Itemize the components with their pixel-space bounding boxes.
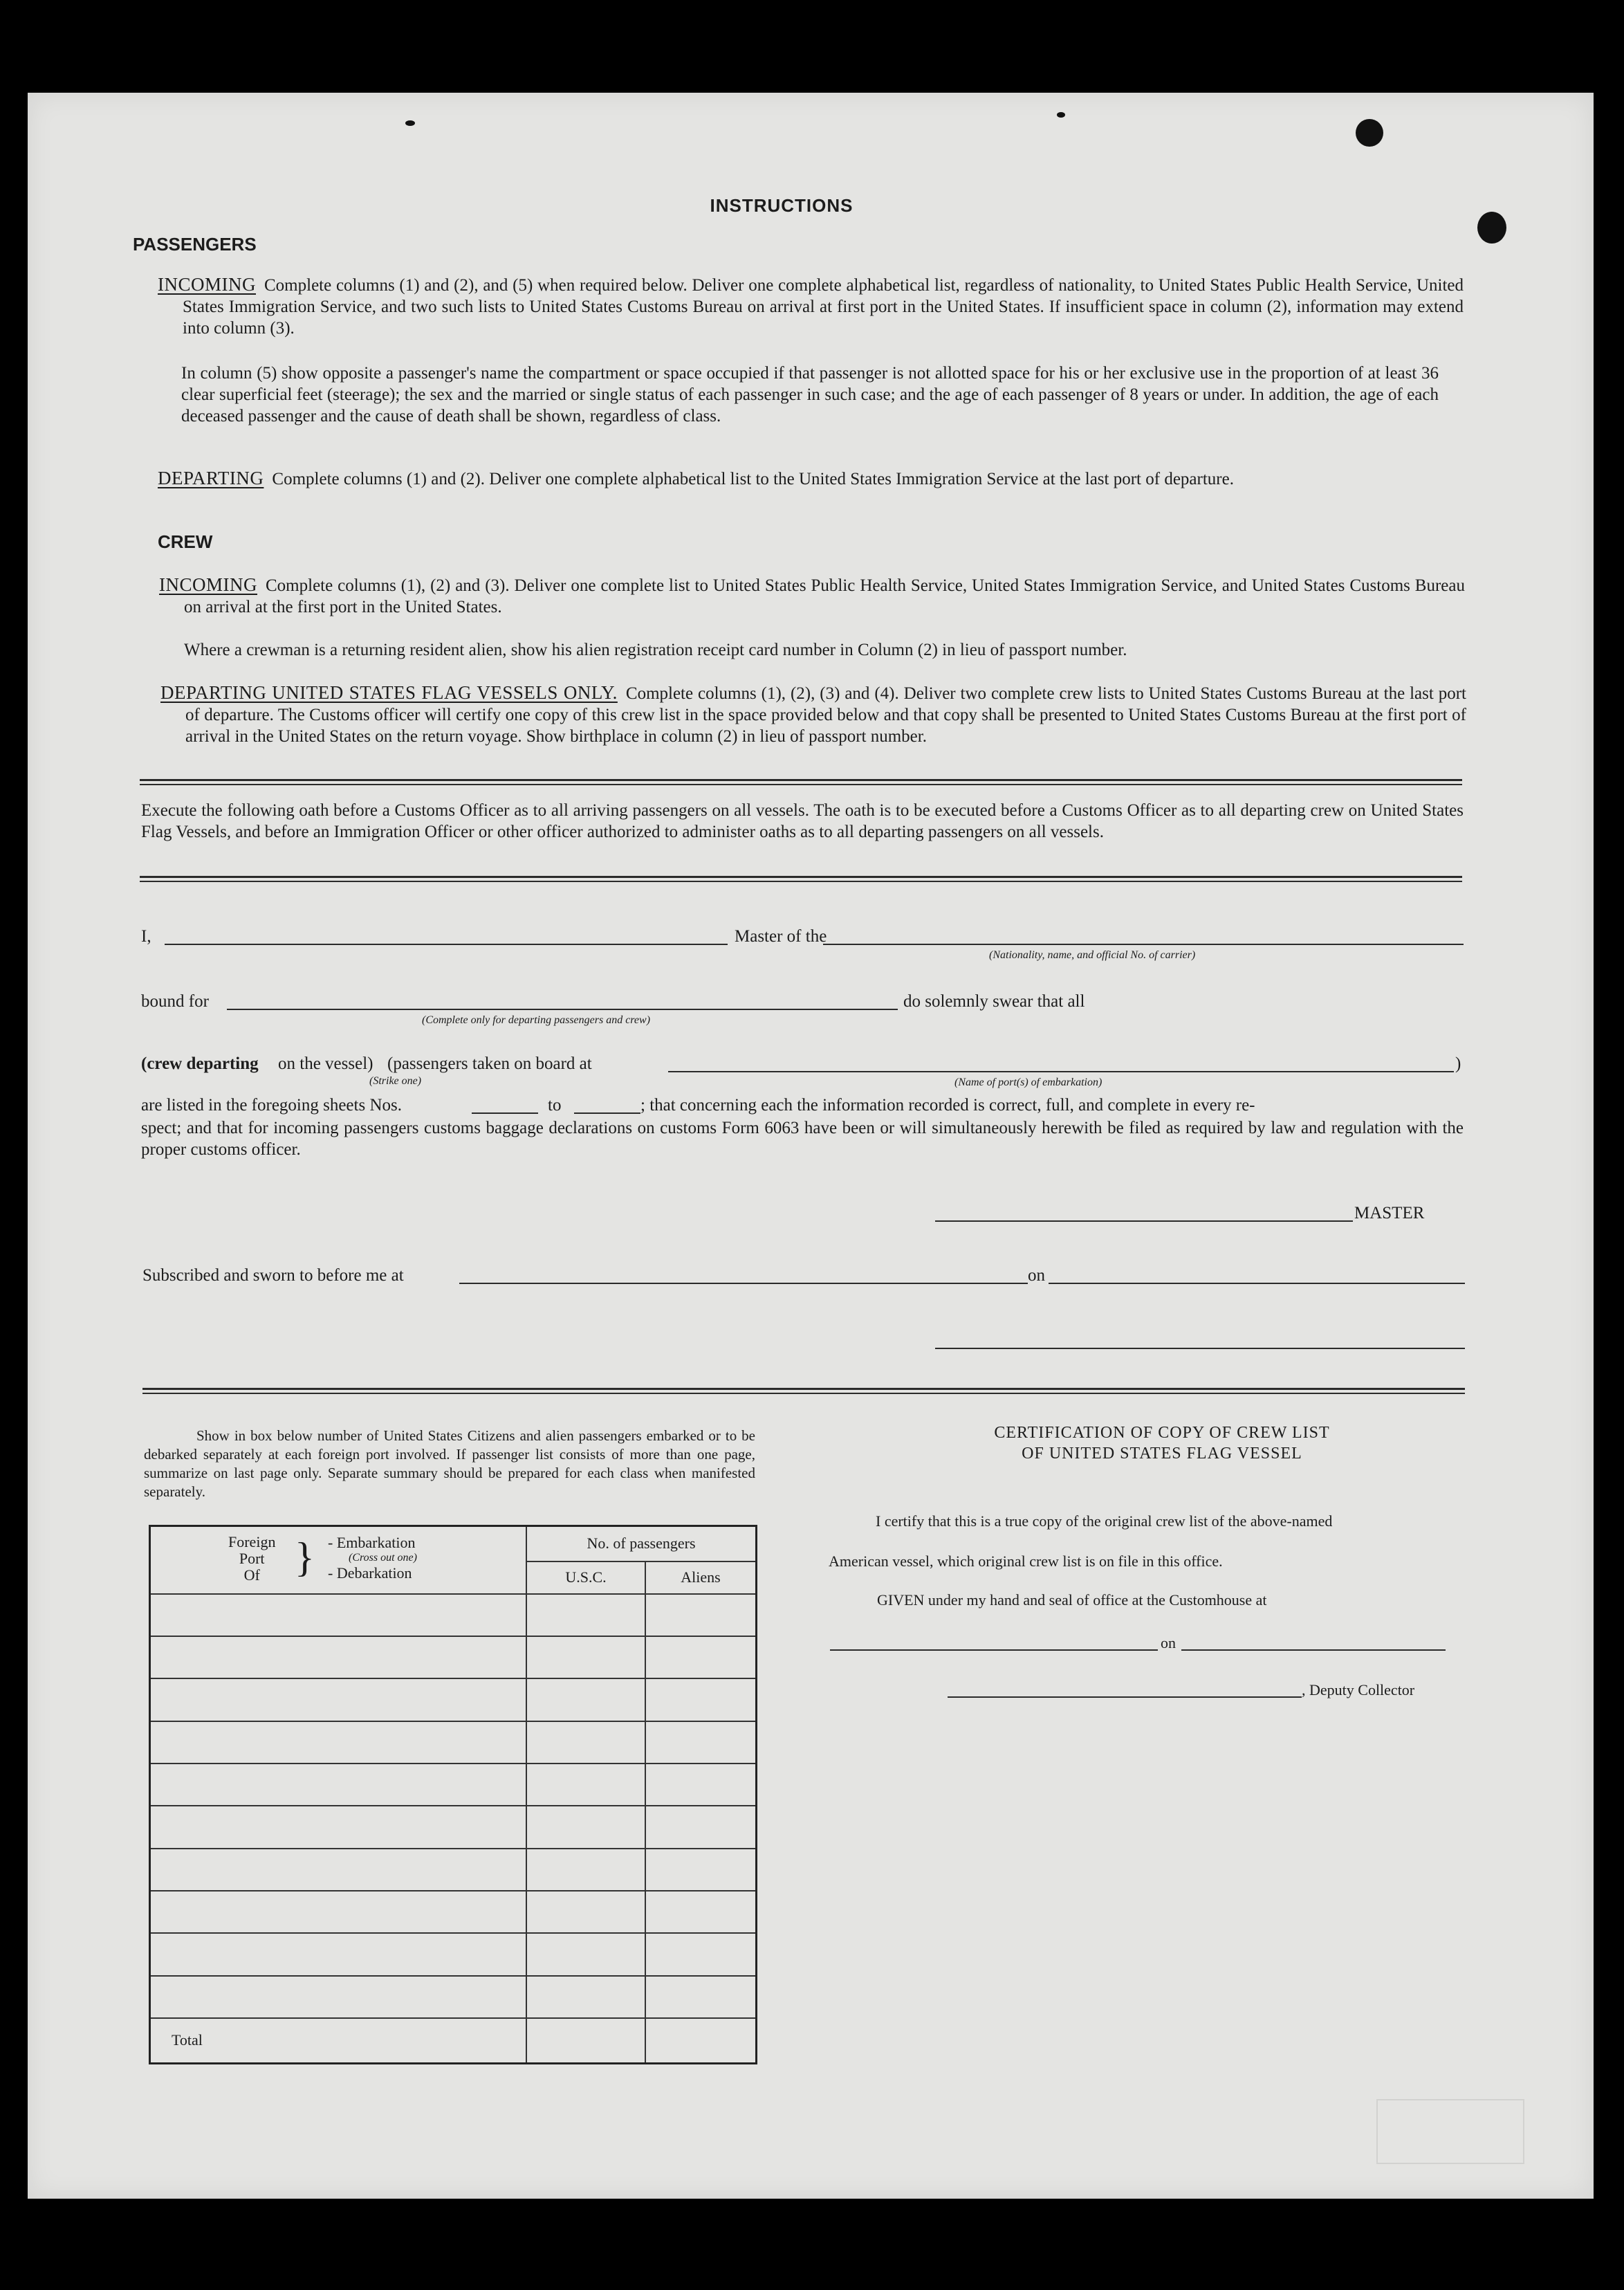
table-row [150,1933,757,1975]
ink-spot [405,120,415,126]
usc-cell[interactable] [526,1849,645,1891]
certification-title [858,1422,1466,1464]
usc-total-cell[interactable] [526,2018,645,2064]
certification-title-line1: CERTIFICATION OF COPY OF CREW LIST [994,1424,1330,1442]
departing-flag-label: DEPARTING UNITED STATES FLAG VESSELS ONLY. [160,682,618,703]
complete-only-note: (Complete only for departing passengers and crew) [422,1014,651,1026]
port-cell[interactable] [150,1849,527,1891]
usc-cell[interactable] [526,1678,645,1721]
sworn-on-label: on [1028,1266,1045,1285]
table-row [150,1849,757,1891]
passenger-summary-table [149,1525,757,2064]
customhouse-field[interactable] [830,1649,1158,1651]
solemnly-swear-label: do solemnly swear that all [903,992,1085,1011]
aliens-cell[interactable] [645,1933,757,1975]
divider-rule [140,876,1462,878]
divider-rule [142,1393,1465,1394]
usc-cell[interactable] [526,1764,645,1806]
listed-rest: ; that concerning each the information recorded is correct, full, and complete in every re- [640,1096,1255,1115]
bound-for-label: bound for [141,992,209,1011]
port-label: Port [239,1550,265,1567]
aliens-cell[interactable] [645,1678,757,1721]
aliens-cell[interactable] [645,1806,757,1848]
carrier-field[interactable] [823,944,1464,945]
bound-for-field[interactable] [227,1009,898,1010]
cross-out-note: (Cross out one) [349,1552,417,1564]
instructions-title: INSTRUCTIONS [710,195,853,216]
passengers-incoming-instruction [158,274,1464,339]
passengers-departing-instruction [158,468,1464,490]
to-label: to [548,1096,562,1115]
total-row [150,2018,757,2064]
aliens-cell[interactable] [645,1976,757,2018]
incoming-text: Complete columns (1) and (2), and (5) when required below. Deliver one complete alphabetical list, regardless of nationality, to United States Public Health Service, United States Immigration Service, and two such lists to United States Customs Bureau on arrival at first port in the United States. If insufficient space in column (2), information may extend into column (3). [183,276,1464,338]
passengers-taken-option[interactable]: (passengers taken on board at [387,1054,592,1073]
usc-cell[interactable] [526,1933,645,1975]
ports-note: (Name of port(s) of embarkation) [954,1077,1102,1088]
crewman-instruction: Where a crewman is a returning resident alien, show his alien registration receipt card number in Column (2) in lieu of passport number. [184,641,1127,659]
ink-spot [1057,112,1065,118]
usc-cell[interactable] [526,1806,645,1848]
respect-text: spect; and that for incoming passengers customs baggage declarations on customs Form 6063 have been or will simultaneously herewith be filed as required by law and regulation with the proper customs officer. [141,1119,1464,1159]
usc-cell[interactable] [526,1594,645,1636]
aliens-cell[interactable] [645,1721,757,1764]
no-of-passengers-header: No. of passengers [526,1526,757,1561]
port-cell[interactable] [150,1806,527,1848]
strike-one-note: (Strike one) [369,1075,422,1087]
aliens-cell[interactable] [645,1594,757,1636]
table-row [150,1721,757,1764]
officer-signature-field[interactable] [935,1348,1465,1349]
debarkation-label[interactable]: - Debarkation [328,1564,412,1582]
crew-departing-option[interactable]: (crew departing [141,1054,259,1073]
departing-flag-text: Complete columns (1), (2), (3) and (4). Deliver two complete crew lists to United States Customs Bureau at the last port of departure. The Customs officer will certify one copy of this crew list in the space provided below and that copy shall be presented to United States Customs Bureau at the first port of arrival in the United States on the return voyage. Show birthplace in column (2) in lieu of passport number. [185,684,1466,746]
master-of-the-label: Master of the [735,927,827,946]
sworn-place-field[interactable] [459,1283,1028,1284]
oath-intro: Execute the following oath before a Customs Officer as to all arriving passengers on all vessels. The oath is to be executed before a Customs Officer as to all departing crew on United States Flag Vessels, and before an Immigration Officer or other officer authorized to administer oaths as to all departing passengers on all vessels. [141,801,1464,841]
master-signature-field[interactable] [935,1220,1353,1222]
cert-on-label: on [1161,1634,1176,1651]
brace-icon: } [295,1535,315,1580]
master-label: MASTER [1354,1204,1425,1222]
aliens-cell[interactable] [645,1764,757,1806]
sheet-from-field[interactable] [472,1112,538,1114]
master-name-field[interactable] [165,944,728,945]
cert-date-field[interactable] [1181,1649,1446,1651]
port-cell[interactable] [150,1891,527,1933]
usc-cell[interactable] [526,1976,645,2018]
port-cell[interactable] [150,1721,527,1764]
table-row [150,1678,757,1721]
total-label: Total [150,2018,527,2064]
port-cell[interactable] [150,1594,527,1636]
usc-cell[interactable] [526,1891,645,1933]
embarkation-ports-field[interactable] [668,1071,1454,1072]
aliens-cell[interactable] [645,1891,757,1933]
ink-spot [1356,119,1383,147]
column5-instruction: In column (5) show opposite a passenger's name the compartment or space occupied if that passenger is not allotted space for his or her exclusive use in the proportion of at least 36 clear superficial feet (steerage); the sex and the married or single status of each passenger in such case; and the age of each passenger of 8 years or under. In addition, the age of each deceased passenger and the cause of death shall be shown, regardless of class. [181,364,1439,425]
aliens-header: Aliens [645,1561,757,1594]
divider-rule [140,784,1462,785]
listed-label: are listed in the foregoing sheets Nos. [141,1096,402,1115]
certify-line2: American vessel, which original crew list is on file in this office. [829,1552,1223,1570]
departing-label: DEPARTING [158,468,264,488]
table-row [150,1764,757,1806]
certification-title-line2: OF UNITED STATES FLAG VESSEL [1022,1445,1302,1463]
departing-flag-instruction [160,682,1466,747]
aliens-cell[interactable] [645,1636,757,1678]
oath-i-label: I, [141,927,151,946]
incoming-label: INCOMING [158,274,256,295]
faint-stamp-box [1376,2099,1524,2164]
bleed-through-mark [1011,158,1085,184]
crew-incoming-text: Complete columns (1), (2) and (3). Deliver one complete list to United States Public Health Service, United States Immigration Service, and United States Customs Bureau on arrival at the first port in the United States. [184,576,1465,616]
crew-incoming-instruction [159,574,1465,618]
passengers-heading: PASSENGERS [133,234,257,255]
divider-rule [140,779,1462,781]
divider-rule [142,1388,1465,1390]
table-row [150,1636,757,1678]
usc-cell[interactable] [526,1636,645,1678]
port-cell[interactable] [150,1933,527,1975]
port-cell[interactable] [150,1764,527,1806]
crew-incoming-label: INCOMING [159,574,257,595]
sworn-date-field[interactable] [1049,1283,1465,1284]
nationality-note: (Nationality, name, and official No. of carrier) [989,949,1196,961]
foreign-port-header [150,1526,527,1594]
form-page [28,93,1594,2199]
table-row [150,1891,757,1933]
table-row [150,1594,757,1636]
summary-instructions: Show in box below number of United States Citizens and alien passengers embarked or to be debarked separately at each foreign port involved. If passenger list consists of more than one page, summarize on last page only. Separate summary should be prepared for each class when manifested separately. [144,1427,755,1500]
port-cell[interactable] [150,1636,527,1678]
deputy-label: , Deputy Collector [1302,1681,1415,1698]
aliens-total-cell[interactable] [645,2018,757,2064]
on-the-vessel-label: on the vessel) [278,1054,373,1073]
port-cell[interactable] [150,1976,527,2018]
of-label: Of [243,1566,260,1584]
deputy-signature-field[interactable] [948,1696,1302,1698]
embarkation-label[interactable]: - Embarkation [328,1534,416,1551]
foreign-label: Foreign [228,1533,276,1550]
aliens-cell[interactable] [645,1849,757,1891]
table-row [150,1976,757,2018]
usc-cell[interactable] [526,1721,645,1764]
given-text: GIVEN under my hand and seal of office at the Customhouse at [877,1591,1267,1609]
certify-line1: I certify that this is a true copy of the original crew list of the above-named [876,1512,1333,1530]
usc-header: U.S.C. [526,1561,645,1594]
port-cell[interactable] [150,1678,527,1721]
divider-rule [140,881,1462,882]
departing-text: Complete columns (1) and (2). Deliver one complete alphabetical list to the United States Immigration Service at the last port of departure. [272,470,1234,488]
crew-heading: CREW [158,531,213,552]
subscribed-label: Subscribed and sworn to before me at [142,1266,404,1285]
table-row [150,1806,757,1848]
sheet-to-field[interactable] [574,1112,640,1114]
close-paren: ) [1455,1054,1461,1073]
